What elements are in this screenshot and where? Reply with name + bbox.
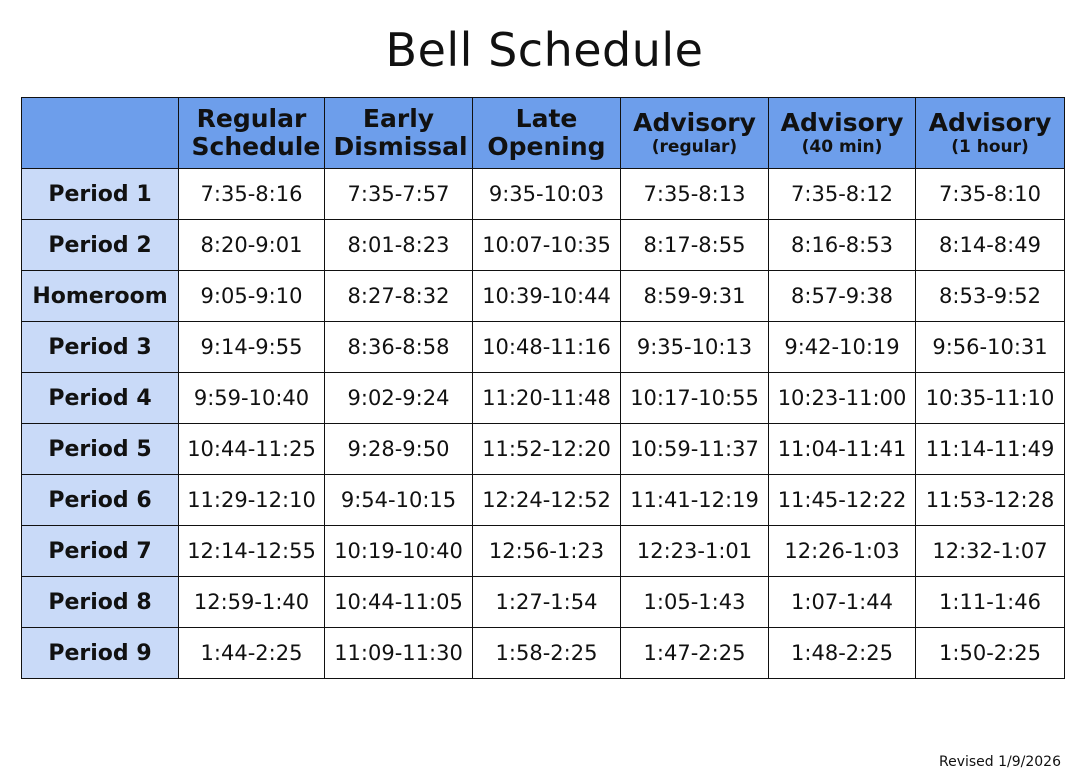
time-cell: 8:53-9:52 <box>916 271 1065 322</box>
time-cell: 1:05-1:43 <box>621 577 769 628</box>
time-cell: 10:59-11:37 <box>621 424 769 475</box>
time-cell: 11:52-12:20 <box>473 424 621 475</box>
time-cell: 11:20-11:48 <box>473 373 621 424</box>
time-cell: 9:42-10:19 <box>769 322 916 373</box>
table-row <box>22 577 1065 628</box>
time-cell: 11:04-11:41 <box>769 424 916 475</box>
time-cell: 9:05-9:10 <box>179 271 325 322</box>
corner-header-cell <box>22 98 179 169</box>
row-label: Homeroom <box>22 271 179 322</box>
time-cell: 12:56-1:23 <box>473 526 621 577</box>
time-cell: 12:26-1:03 <box>769 526 916 577</box>
time-cell: 8:14-8:49 <box>916 220 1065 271</box>
column-header-advisory-1-hour <box>916 98 1065 169</box>
table-row <box>22 628 1065 679</box>
row-label: Period 4 <box>22 373 179 424</box>
time-cell: 8:17-8:55 <box>621 220 769 271</box>
time-cell: 10:35-11:10 <box>916 373 1065 424</box>
time-cell: 12:14-12:55 <box>179 526 325 577</box>
table-row <box>22 373 1065 424</box>
page-title: Bell Schedule <box>385 23 704 77</box>
time-cell: 11:29-12:10 <box>179 475 325 526</box>
time-cell: 9:28-9:50 <box>325 424 473 475</box>
time-cell: 9:56-10:31 <box>916 322 1065 373</box>
time-cell: 11:09-11:30 <box>325 628 473 679</box>
time-cell: 1:47-2:25 <box>621 628 769 679</box>
column-header-sublabel: (40 min) <box>801 137 883 157</box>
row-label: Period 9 <box>22 628 179 679</box>
time-cell: 11:53-12:28 <box>916 475 1065 526</box>
revision-note: Revised 1/9/2026 <box>938 754 1061 770</box>
time-cell: 1:44-2:25 <box>179 628 325 679</box>
time-cell: 1:27-1:54 <box>473 577 621 628</box>
column-header-label: Early Dismissal <box>333 104 468 161</box>
time-cell: 12:32-1:07 <box>916 526 1065 577</box>
column-header-regular-schedule <box>179 98 325 169</box>
column-header-advisory-regular <box>621 98 769 169</box>
time-cell: 8:59-9:31 <box>621 271 769 322</box>
time-cell: 7:35-8:13 <box>621 169 769 220</box>
time-cell: 7:35-8:12 <box>769 169 916 220</box>
time-cell: 8:20-9:01 <box>179 220 325 271</box>
time-cell: 8:16-8:53 <box>769 220 916 271</box>
time-cell: 9:14-9:55 <box>179 322 325 373</box>
table-row <box>22 424 1065 475</box>
time-cell: 12:24-12:52 <box>473 475 621 526</box>
row-label: Period 5 <box>22 424 179 475</box>
column-header-label: Late Opening <box>487 104 606 161</box>
time-cell: 10:17-10:55 <box>621 373 769 424</box>
column-header-sublabel: (1 hour) <box>951 137 1029 157</box>
time-cell: 9:54-10:15 <box>325 475 473 526</box>
time-cell: 1:50-2:25 <box>916 628 1065 679</box>
time-cell: 11:45-12:22 <box>769 475 916 526</box>
time-cell: 11:14-11:49 <box>916 424 1065 475</box>
column-header-label: Advisory <box>780 108 904 137</box>
column-header-advisory-40-min <box>769 98 916 169</box>
column-header-sublabel: (regular) <box>651 137 738 157</box>
row-label: Period 1 <box>22 169 179 220</box>
time-cell: 1:58-2:25 <box>473 628 621 679</box>
time-cell: 7:35-7:57 <box>325 169 473 220</box>
time-cell: 11:41-12:19 <box>621 475 769 526</box>
column-header-early-dismissal <box>325 98 473 169</box>
time-cell: 12:59-1:40 <box>179 577 325 628</box>
time-cell: 9:35-10:03 <box>473 169 621 220</box>
time-cell: 10:07-10:35 <box>473 220 621 271</box>
time-cell: 10:39-10:44 <box>473 271 621 322</box>
table-row <box>22 271 1065 322</box>
row-label: Period 7 <box>22 526 179 577</box>
row-label: Period 8 <box>22 577 179 628</box>
time-cell: 7:35-8:10 <box>916 169 1065 220</box>
bell-schedule-table <box>21 97 1065 679</box>
time-cell: 10:48-11:16 <box>473 322 621 373</box>
table-row <box>22 169 1065 220</box>
header-row <box>22 98 1065 169</box>
time-cell: 10:44-11:25 <box>179 424 325 475</box>
time-cell: 8:57-9:38 <box>769 271 916 322</box>
column-header-label: Advisory <box>633 108 756 137</box>
table-row <box>22 526 1065 577</box>
time-cell: 1:11-1:46 <box>916 577 1065 628</box>
time-cell: 8:36-8:58 <box>325 322 473 373</box>
row-label: Period 6 <box>22 475 179 526</box>
column-header-late-opening <box>473 98 621 169</box>
time-cell: 1:48-2:25 <box>769 628 916 679</box>
column-header-label: Advisory <box>928 108 1052 137</box>
table-row <box>22 322 1065 373</box>
time-cell: 1:07-1:44 <box>769 577 916 628</box>
time-cell: 9:02-9:24 <box>325 373 473 424</box>
time-cell: 8:01-8:23 <box>325 220 473 271</box>
column-header-label: Regular Schedule <box>191 104 321 161</box>
time-cell: 12:23-1:01 <box>621 526 769 577</box>
time-cell: 7:35-8:16 <box>179 169 325 220</box>
time-cell: 10:44-11:05 <box>325 577 473 628</box>
table-row <box>22 220 1065 271</box>
time-cell: 9:59-10:40 <box>179 373 325 424</box>
time-cell: 9:35-10:13 <box>621 322 769 373</box>
time-cell: 8:27-8:32 <box>325 271 473 322</box>
row-label: Period 2 <box>22 220 179 271</box>
time-cell: 10:23-11:00 <box>769 373 916 424</box>
row-label: Period 3 <box>22 322 179 373</box>
table-row <box>22 475 1065 526</box>
time-cell: 10:19-10:40 <box>325 526 473 577</box>
